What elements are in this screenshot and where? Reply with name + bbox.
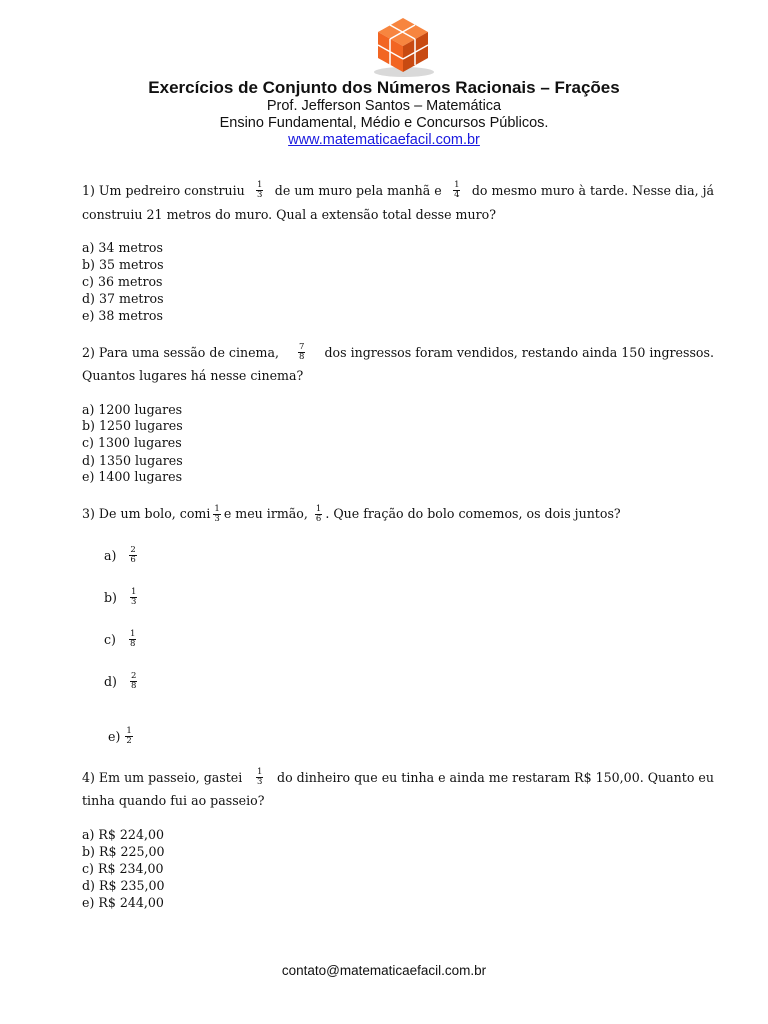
q3-fraction-1: $\frac{1}{3}$ <box>214 504 220 524</box>
q3-option-d: d) $\frac{2}{8}$ <box>104 671 137 691</box>
q4-option-a: a) R$ 224,00 <box>82 827 164 842</box>
q4-line-1: 4) Em um passeio, gastei $\frac{1}{3}$ do dinheiro que eu tinha e ainda me restaram R$ 150,00. Quanto eu <box>82 767 714 787</box>
q4-option-c: c) R$ 234,00 <box>82 861 164 876</box>
document-title: Exercícios de Conjunto dos Números Racionais – Frações <box>148 78 620 97</box>
logo-cubes-icon <box>366 16 440 80</box>
q3-option-e: e) $\frac{1}{2}$ <box>108 726 132 746</box>
q2-line-1: 2) Para uma sessão de cinema, $\frac{7}{8}$ dos ingressos foram vendidos, restando ainda 150 ingressos. <box>82 342 714 362</box>
q1-option-a: a) 34 metros <box>82 240 163 255</box>
q4-line-2: tinha quando fui ao passeio? <box>82 793 265 808</box>
q1-fraction-1: $\frac{1}{3}$ <box>257 180 263 200</box>
website-link[interactable]: www.matematicaefacil.com.br <box>288 132 480 148</box>
q2-option-d: d) 1350 lugares <box>82 453 183 468</box>
q3-line-1: 3) De um bolo, comi $\frac{1}{3}$ e meu irmão, $\frac{1}{6}$ . Que fração do bolo comemos, os dois juntos? <box>82 504 621 524</box>
q3-fraction-2: $\frac{1}{6}$ <box>315 504 322 524</box>
q2-option-a: a) 1200 lugares <box>82 402 183 417</box>
author-line: Prof. Jefferson Santos – Matemática <box>266 98 502 114</box>
q1-option-d: d) 37 metros <box>82 291 164 306</box>
q4-option-e: e) R$ 244,00 <box>82 895 164 910</box>
q1-fraction-2: $\frac{1}{4}$ <box>454 180 460 200</box>
q2-option-c: c) 1300 lugares <box>82 435 182 450</box>
q1-option-b: b) 35 metros <box>82 257 164 272</box>
q2-option-b: b) 1250 lugares <box>82 418 183 433</box>
q1-option-e: e) 38 metros <box>82 308 163 323</box>
q3-option-a: a) $\frac{2}{6}$ <box>104 545 136 565</box>
q3-option-b: b) $\frac{1}{3}$ <box>104 587 137 607</box>
q1-line-2: construiu 21 metros do muro. Qual a extensão total desse muro? <box>82 207 496 222</box>
q4-fraction: $\frac{1}{3}$ <box>256 767 263 787</box>
q2-fraction: $\frac{7}{8}$ <box>299 342 305 362</box>
q3-option-c: c) $\frac{1}{8}$ <box>104 629 136 649</box>
levels-line: Ensino Fundamental, Médio e Concursos Públicos. <box>219 115 549 131</box>
q1-option-c: c) 36 metros <box>82 274 163 289</box>
footer-email[interactable]: contato@matematicaefacil.com.br <box>281 963 487 978</box>
q2-option-e: e) 1400 lugares <box>82 469 183 484</box>
q2-line-2: Quantos lugares há nesse cinema? <box>82 368 304 383</box>
q4-option-b: b) R$ 225,00 <box>82 844 165 859</box>
q4-option-d: d) R$ 235,00 <box>82 878 165 893</box>
q1-line-1: 1) Um pedreiro construiu $\frac{1}{3}$ de um muro pela manhã e $\frac{1}{4}$ do mesmo muro à tarde. Nesse dia, já <box>82 180 714 200</box>
